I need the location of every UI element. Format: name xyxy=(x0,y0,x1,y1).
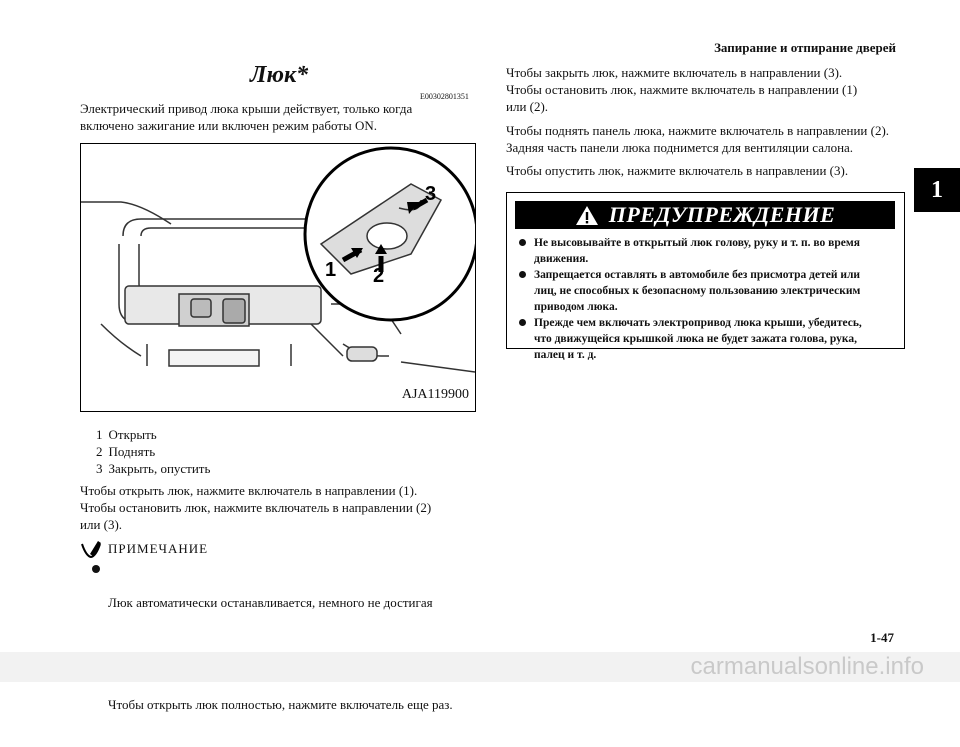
open-paragraph: Чтобы открыть люк, нажмите включатель в направлении (1). Чтобы остановить люк, нажмите включатель в направлении (2) или (3). xyxy=(80,483,432,532)
note-heading: ПРИМЕЧАНИЕ xyxy=(80,540,208,558)
callout-1: 1 xyxy=(325,259,337,281)
section-header: Запирание и отпирание дверей xyxy=(714,40,896,55)
note-bullet: Люк автоматически останавливается, немного не достигая Чтобы открыть люк полностью, нажмите включатель еще раз. xyxy=(92,560,482,747)
warning-item: Запрещается оставлять в автомобиле без присмотра детей или лиц, не способных к безопасному пользованию электрическим приводом люка. xyxy=(519,267,889,315)
warning-item: Не высовывайте в открытый люк голову, руку и т. п. во время движения. xyxy=(519,235,889,267)
doc-code: E00302801351 xyxy=(420,92,469,101)
bullet-dot xyxy=(519,319,526,326)
lift-paragraph: Чтобы поднять панель люка, нажмите включатель в направлении (2). Задняя часть панели люка поднимется для вентиляции салона. xyxy=(506,123,890,155)
legend-item: 2 Поднять xyxy=(96,444,156,459)
page-title: Люк* xyxy=(250,62,309,88)
warning-banner xyxy=(515,201,895,229)
bullet-dot xyxy=(519,239,526,246)
lower-paragraph: Чтобы опустить люк, нажмите включатель в направлении (3). xyxy=(506,163,849,178)
bullet-dot xyxy=(92,565,100,573)
sunroof-switch-figure xyxy=(80,143,476,412)
warning-triangle-icon xyxy=(575,205,599,226)
page-number: 1-47 xyxy=(870,630,894,645)
chapter-tab: 1 xyxy=(914,168,960,212)
close-paragraph: Чтобы закрыть люк, нажмите включатель в направлении (3). Чтобы остановить люк, нажмите включатель в направлении (1) или (2). xyxy=(506,65,858,114)
callout-2: 2 xyxy=(373,265,385,287)
overhead-console-illustration xyxy=(81,144,475,411)
legend-item: 1 Открыть xyxy=(96,427,157,442)
watermark: carmanualsonline.info xyxy=(0,652,960,682)
figure-legend xyxy=(96,426,210,477)
warning-list xyxy=(519,235,889,363)
intro-line: включено зажигание или включен режим работы ON. xyxy=(80,118,377,133)
figure-code: AJA119900 xyxy=(401,387,469,402)
legend-item: 3 Закрыть, опустить xyxy=(96,461,211,476)
callout-3: 3 xyxy=(425,183,437,205)
note-pen-icon xyxy=(80,540,102,558)
warning-box xyxy=(506,192,905,361)
bullet-dot xyxy=(519,271,526,278)
intro-line: Электрический привод люка крыши действует, только когда xyxy=(80,101,413,116)
warning-item: Прежде чем включать электропривод люка крыши, убедитесь, что движущейся крышкой люка не будет зажата голова, рука, палец и т. д. xyxy=(519,315,889,363)
warning-title: ПРЕДУПРЕЖДЕНИЕ xyxy=(608,202,836,227)
intro-paragraph xyxy=(80,100,412,134)
